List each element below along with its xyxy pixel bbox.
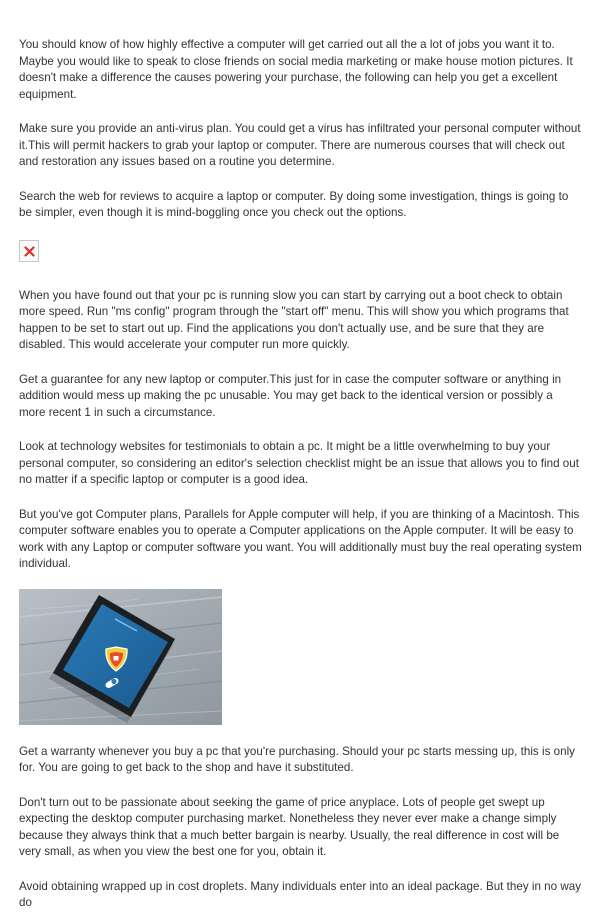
paragraph-4: When you have found out that your pc is running slow you can start by carrying out a boot check to obtain more speed. Run "ms config" program through the "start off" menu. This will show you which programs that happen to be set to start out up. Find the applications you don't actually use, and be sure that they are disabled. This would accelerate your computer run more quickly.: [19, 288, 569, 351]
smartphone-security-shield-icon: [19, 589, 222, 725]
paragraph-2: Make sure you provide an anti-virus plan. You could get a virus has infiltrated your personal computer without it.This will permit hackers to grab your laptop or computer. There are numerous courses that will check out and restoration any issues based on a routine you determine.: [19, 122, 581, 168]
paragraph-7: But you've got Computer plans, Parallels for Apple computer will help, if you are thinking of a Macintosh. This computer software enables you to operate a Computer applications on the Apple computer. It will be easy to work with any Laptop or computer software you want. You will additionally must buy the real operating system individual.: [19, 507, 582, 570]
paragraph-9: Don't turn out to be passionate about seeking the game of price anyplace. Lots of people get swept up expecting the desktop computer purchasing market. Nonetheless they never ever make a change simply because they always think that a much better bargain is nearby. Usually, the real difference in cost will be very small, as when you view the best one for you, obtain it.: [19, 795, 560, 858]
paragraph-6: Look at technology websites for testimonials to obtain a pc. It might be a little overwhelming to buy your personal computer, so considering an editor's selection checklist might be an issue that allows you to find out no matter if a specific laptop or computer is a good idea.: [19, 440, 579, 486]
broken-image-icon: [19, 240, 39, 262]
paragraph-5: Get a guarantee for any new laptop or computer.This just for in case the computer software or anything in addition would mess up making the pc unusable. You may get back to the identical version or possibly a more recent 1 in such a circumstance.: [19, 372, 562, 419]
paragraph-8: Get a warranty whenever you buy a pc that you're purchasing. Should your pc starts messing up, this is only for. You are going to get back to the shop and have it substituted.: [19, 744, 575, 774]
paragraph-1: You should know of how highly effective a computer will get carried out all the a lot of jobs you want it to. Maybe you would like to speak to close friends on social media marketing or make house motion pictures. It doesn't make a difference the causes powering your purchase, the following can help you get a excellent equipment.: [19, 38, 573, 101]
paragraph-3: Search the web for reviews to acquire a laptop or computer. By doing some investigation, things is going to be simpler, even though it is mind-boggling once you check out the options.: [19, 189, 569, 219]
paragraph-10: Avoid obtaining wrapped up in cost droplets. Many individuals enter into an ideal package. But they in no way do: [19, 879, 582, 909]
